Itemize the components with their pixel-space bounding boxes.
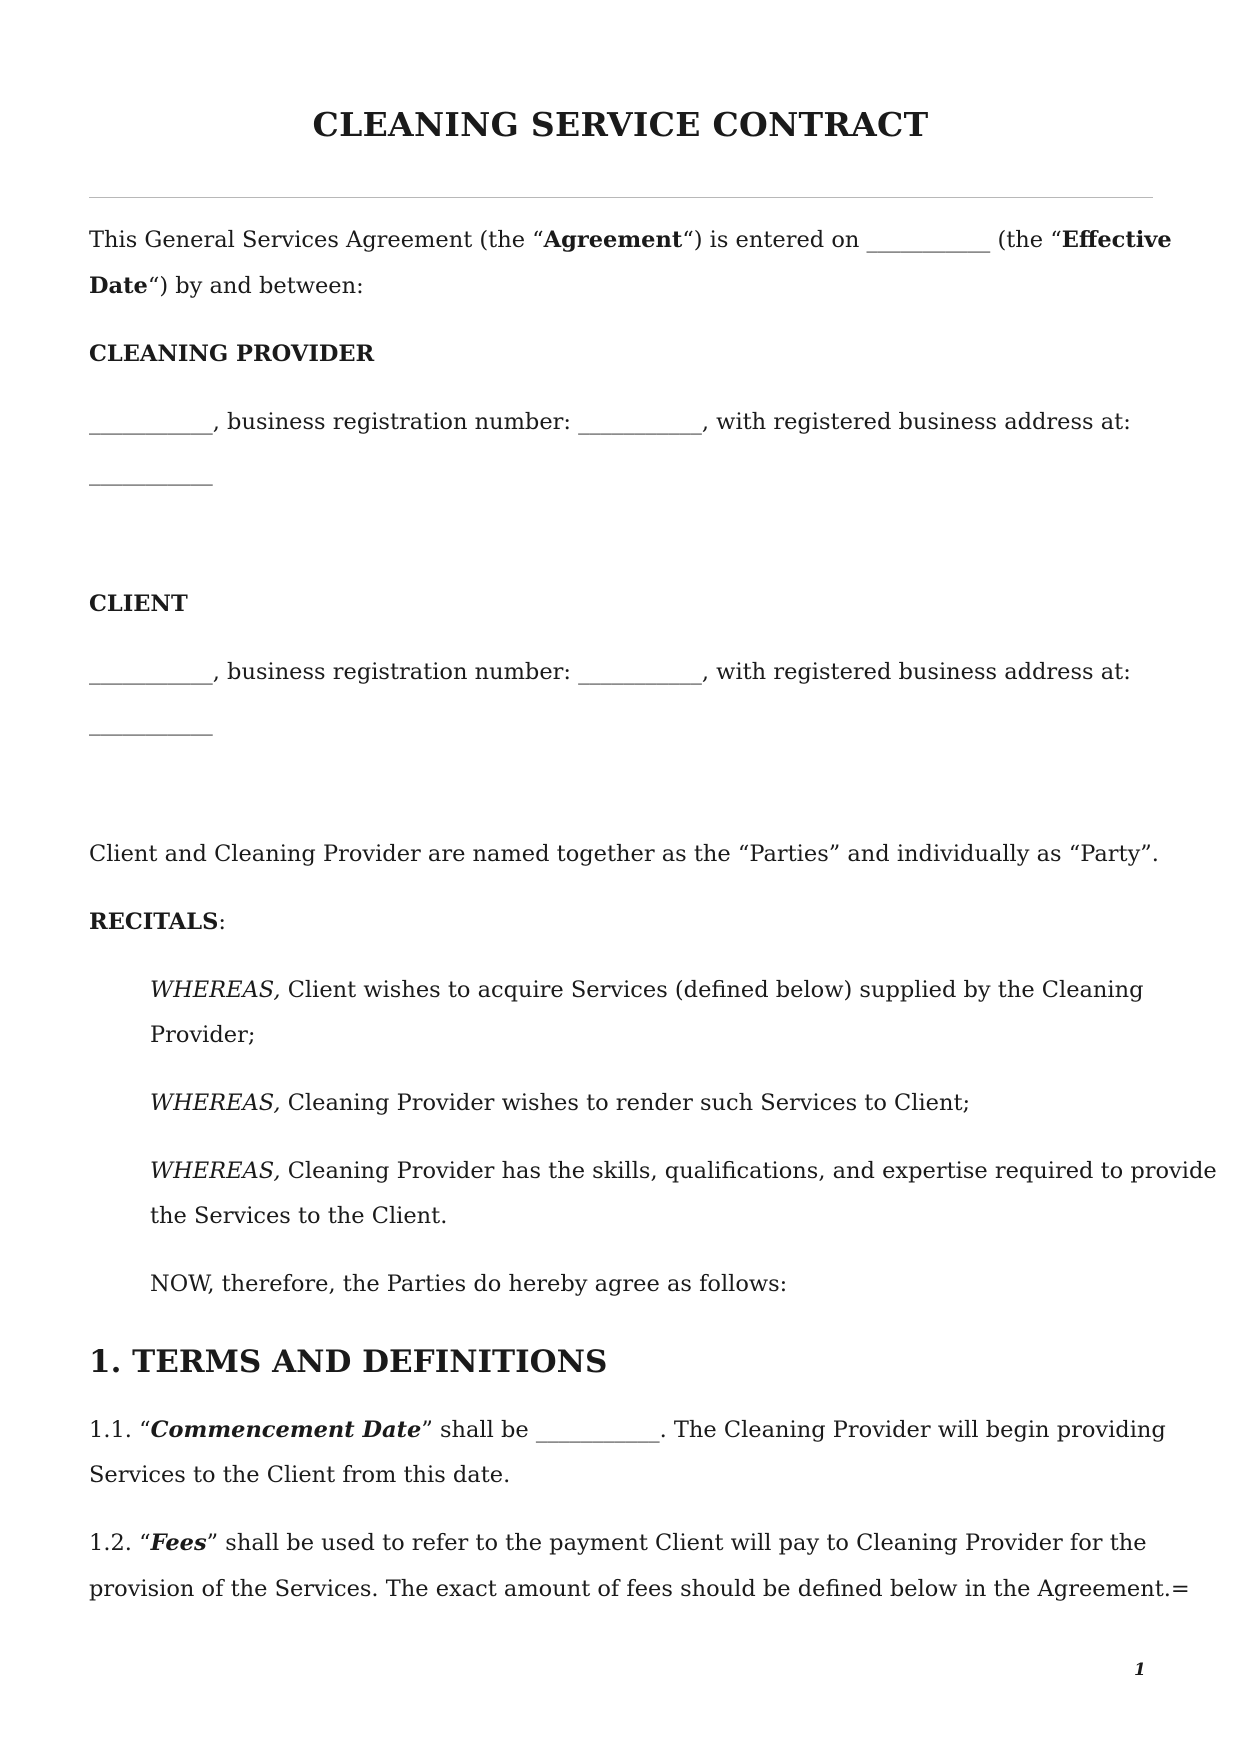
whereas-label: WHEREAS, — [150, 1090, 281, 1116]
provider-reg-label: , business registration number: — [212, 409, 579, 435]
effective-term: Effective — [1061, 227, 1172, 253]
whereas-label: WHEREAS, — [150, 1158, 281, 1184]
recitals-colon: : — [218, 909, 226, 935]
recitals-label: RECITALS — [89, 909, 219, 935]
clause-1-2-line-2: provision of the Services. The exact amount of fees should be defined below in the Agreement.= — [89, 1576, 1190, 1602]
client-details-line — [89, 656, 1131, 688]
clause-number: 1.1. “ — [89, 1417, 151, 1443]
provider-details-line — [89, 406, 1131, 438]
intro-text: “) by and between: — [147, 273, 364, 299]
title-divider — [89, 197, 1153, 198]
recitals-heading — [89, 906, 226, 938]
client-heading: CLIENT — [89, 591, 188, 617]
clause-1-1-line-1 — [89, 1414, 1166, 1446]
effective-date-blank: ___________ — [866, 227, 991, 253]
client-reg-label: , business registration number: — [212, 659, 579, 685]
section-1-heading: 1. TERMS AND DEFINITIONS — [89, 1344, 608, 1380]
client-address-blank: ___________ — [89, 710, 213, 736]
clause-text: ” shall be used to refer to the payment Client will pay to Cleaning Provider for the — [206, 1530, 1147, 1556]
intro-text: This General Services Agreement (the “ — [89, 227, 544, 253]
provider-reg-blank: ___________ — [578, 409, 702, 435]
intro-text: (the “ — [990, 227, 1062, 253]
recital-text: Cleaning Provider wishes to render such Services to Client; — [280, 1090, 971, 1116]
now-therefore: NOW, therefore, the Parties do hereby agree as follows: — [150, 1271, 788, 1297]
commencement-date-blank: ___________ — [535, 1417, 660, 1443]
commencement-date-term: Commencement Date — [150, 1417, 422, 1443]
clause-1-1-line-2: Services to the Client from this date. — [89, 1462, 511, 1488]
whereas-label: WHEREAS, — [150, 977, 281, 1003]
provider-heading: CLEANING PROVIDER — [89, 341, 375, 367]
clause-text: ” shall be — [421, 1417, 536, 1443]
recital-3-line-1 — [150, 1155, 1217, 1187]
provider-name-blank: ___________ — [89, 409, 213, 435]
provider-address-label: , with registered business address at: — [701, 409, 1131, 435]
intro-text: “) is entered on — [682, 227, 867, 253]
intro-line-1 — [89, 224, 1172, 256]
client-address-label: , with registered business address at: — [701, 659, 1131, 685]
intro-line-2 — [89, 270, 364, 302]
page-number: 1 — [1134, 1660, 1146, 1680]
recital-2 — [150, 1087, 970, 1119]
agreement-term: Agreement — [543, 227, 683, 253]
recital-1-line-1 — [150, 974, 1144, 1006]
recital-text: Client wishes to acquire Services (defined below) supplied by the Cleaning — [280, 977, 1144, 1003]
clause-1-2-line-1 — [89, 1527, 1147, 1559]
parties-definition: Client and Cleaning Provider are named together as the “Parties” and individually as “Party”. — [89, 841, 1159, 867]
clause-number: 1.2. “ — [89, 1530, 151, 1556]
recital-1-line-2: Provider; — [150, 1022, 256, 1048]
provider-address-blank: ___________ — [89, 460, 213, 486]
client-reg-blank: ___________ — [578, 659, 702, 685]
document-title: CLEANING SERVICE CONTRACT — [312, 105, 929, 144]
recital-3-line-2: the Services to the Client. — [150, 1203, 448, 1229]
fees-term: Fees — [150, 1530, 207, 1556]
client-name-blank: ___________ — [89, 659, 213, 685]
recital-text: Cleaning Provider has the skills, qualifications, and expertise required to provide — [280, 1158, 1217, 1184]
clause-text: . The Cleaning Provider will begin providing — [659, 1417, 1166, 1443]
date-term: Date — [89, 273, 148, 299]
